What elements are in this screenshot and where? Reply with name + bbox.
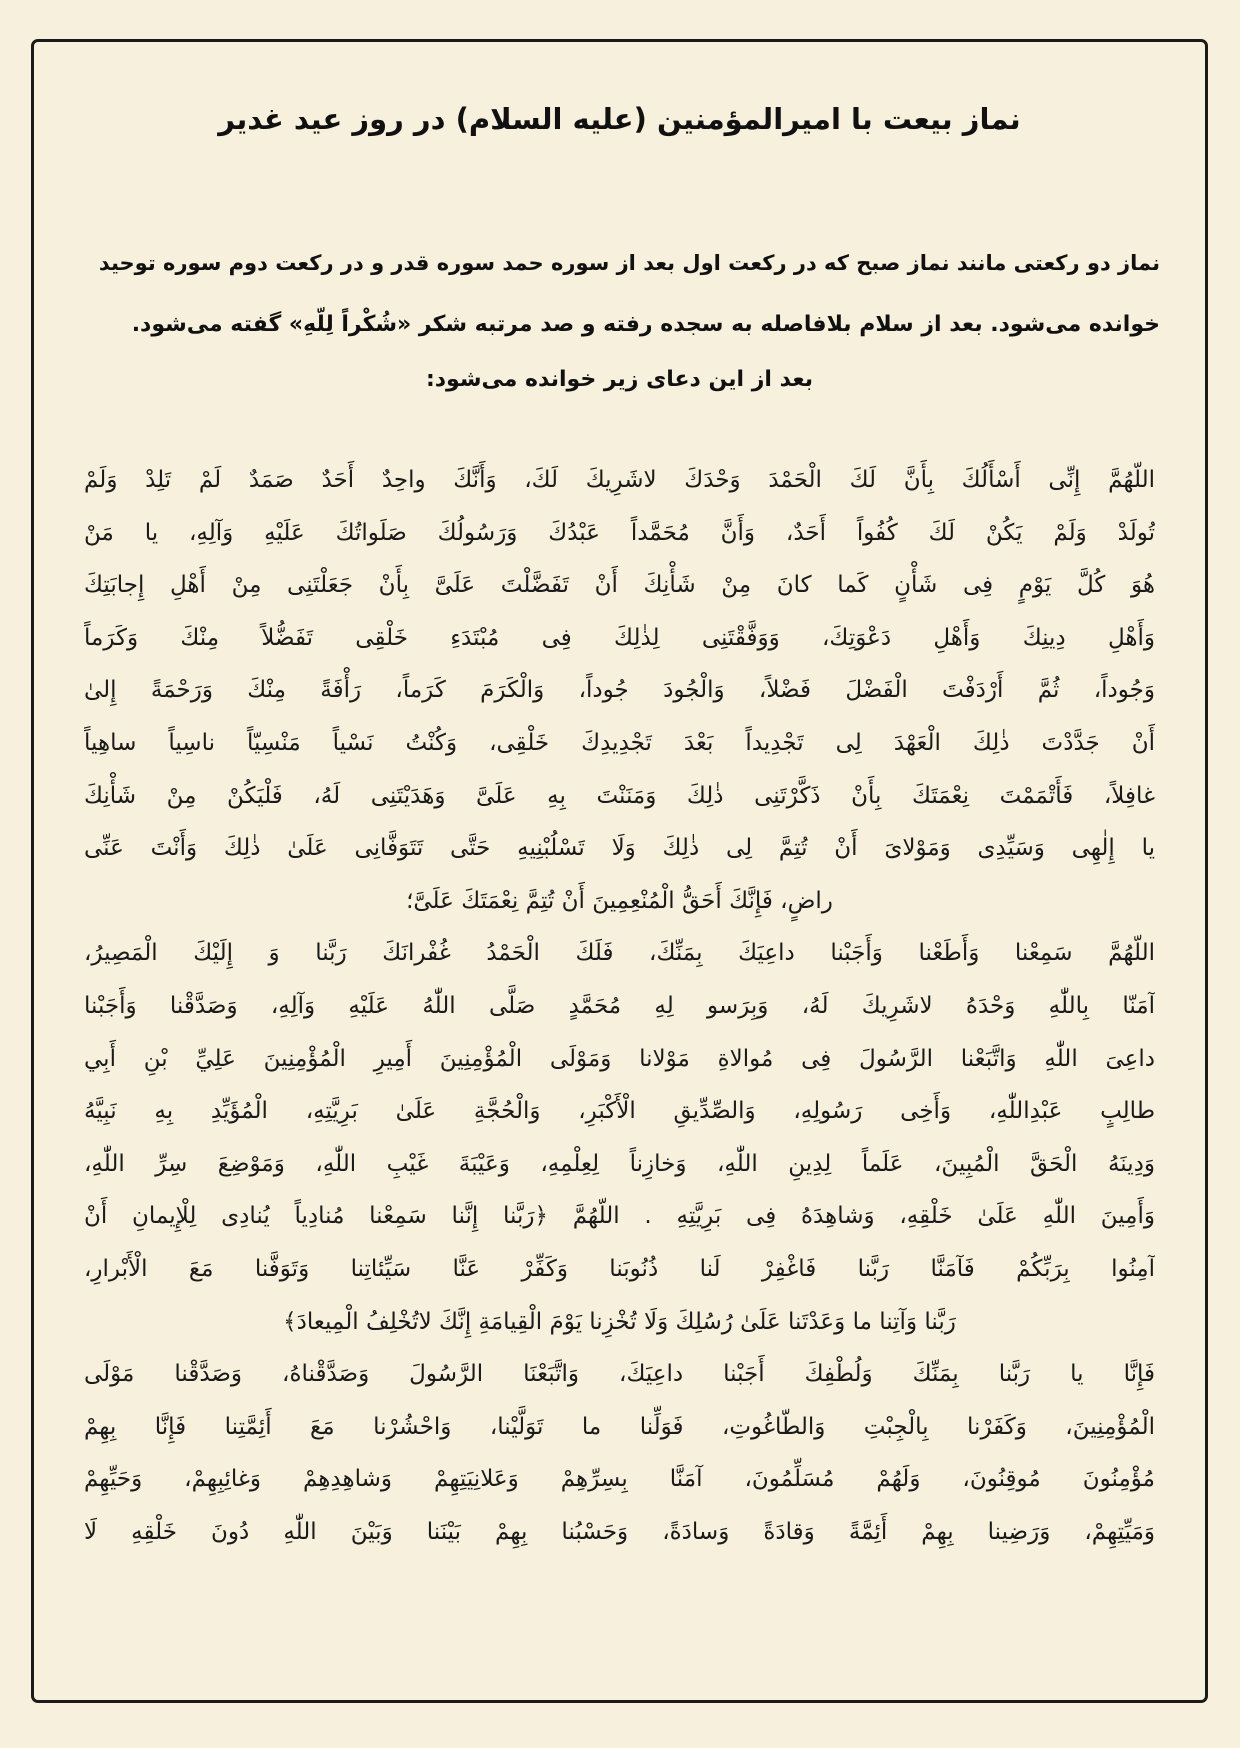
prayer-line: اللّهُمَّ إِنِّى أَسْأَلُكَ بِأَنَّ لَكَ الْحَمْدَ وَحْدَكَ لاشَرِيكَ لَكَ، وَأَنَّكَ واحِدٌ أَحَدٌ صَمَدٌ لَمْ تَلِدْ وَلَمْ [84,467,1155,493]
prayer-line: مُؤْمِنُونَ مُوقِنُونَ، وَلَهُمْ مُسَلِّمُونَ، آمَنَّا بِسِرِّهِمْ وَعَلانِيَتِهِمْ وَشاهِدِهِمْ وَغائِبِهِمْ، وَحَيِّهِمْ [84,1466,1155,1493]
prayer-line: آمِنُوا بِرَبِّكُمْ فَآمَنَّا رَبَّنا فَاغْفِرْ لَنا ذُنُوبَنا وَكَفِّرْ عَنَّا سَيِّئاتِنا وَتَوَفَّنا مَعَ الْأَبْرارِ، [84,1255,1155,1282]
prayer-line: تُولَدْ وَلَمْ يَكُنْ لَكَ كُفُواً أَحَدٌ، وَأَنَّ مُحَمَّداً عَبْدُكَ وَرَسُولُكَ صَلَواتُكَ عَلَيْهِ وَآلِهِ، يا مَنْ [84,519,1155,546]
prayer-line: طالِبٍ عَبْدِاللّٰهِ، وَأَخِى رَسُولِهِ، وَالصِّدِّيقِ الْأَكْبَرِ، وَالْحُجَّةِ عَلَىٰ بَرِيَّتِهِ، الْمُؤَيِّدِ بِهِ نَبِيَّهُ [84,1098,1155,1125]
document-frame [31,39,1208,1703]
prayer-line: وَأَهْلِ دِينِكَ وَأَهْلِ دَعْوَتِكَ، وَوَفَّقْتَنِى لِذٰلِكَ فِى مُبْتَدَءِ خَلْقِى تَفَضُّلاً مِنْكَ وَكَرَماً [84,624,1155,651]
prayer-line: وَجُوداً، ثُمَّ أَرْدَفْتَ الْفَضْلَ فَضْلاً، وَالْجُودَ جُوداً، وَالْكَرَمَ كَرَماً، رَأْفَةً مِنْكَ وَرَحْمَةً إِلىٰ [84,677,1155,704]
prayer-line: أَنْ جَدَّدْتَ ذٰلِكَ الْعَهْدَ لِى تَجْدِيداً بَعْدَ تَجْدِيدِكَ خَلْقِى، وَكُنْتُ نَسْياً مَنْسِيّاً ناسِياً ساهِياً [84,729,1155,756]
prayer-line: الْمُؤْمِنِينَ، وَكَفَرْنا بِالْجِبْتِ وَالطّاغُوتِ، فَوَلِّنا ما تَوَلَّيْنا، وَاحْشُرْنا مَعَ أَئِمَّتِنا فَإِنَّا بِهِمْ [84,1413,1155,1440]
intro-paragraph [79,232,1160,356]
prayer-line: هُوَ كُلَّ يَوْمٍ فِى شَأْنٍ كَما كانَ مِنْ شَأْنِكَ أَنْ تَفَضَّلْتَ عَلَىَّ بِأَنْ جَعَلْتَنِى مِنْ أَهْلِ إِجابَتِكَ [84,572,1155,599]
prayer-line: داعِىَ اللّٰهِ وَاتَّبَعْنا الرَّسُولَ فِى مُوالاةِ مَوْلانا وَمَوْلَى الْمُؤْمِنِينَ أَمِيرِ الْمُؤْمِنِينَ عَلِيِّ بْنِ أَبِي [84,1045,1155,1072]
prayer-line: غافِلاً، فَأَتْمَمْتَ نِعْمَتَكَ بِأَنْ ذَكَّرْتَنِى ذٰلِكَ وَمَنَنْتَ بِهِ عَلَىَّ وَهَدَيْتَنِى لَهُ، فَلْيَكُنْ مِنْ شَأْنِكَ [84,782,1155,809]
prayer-line: وَمَيِّتِهِمْ، وَرَضِينا بِهِمْ أَئِمَّةً وَقادَةً وَسادَةً، وَحَسْبُنا بِهِمْ بَيْنَنا وَبَيْنَ اللّٰهِ دُونَ خَلْقِهِ لَا [84,1518,1155,1545]
intro-line: نماز دو رکعتی مانند نماز صبح که در رکعت اول بعد از سوره حمد سوره قدر و در رکعت دوم سوره توحید [98,251,1160,275]
prayer-line: فَإِنَّا يا رَبَّنا بِمَنِّكَ وَلُطْفِكَ أَجَبْنا داعِيَكَ، وَاتَّبَعْنَا الرَّسُولَ وَصَدَّقْناهُ، وَصَدَّقْنا مَوْلَى [84,1361,1155,1388]
intro-line: خوانده می‌شود. بعد از سلام بلافاصله به سجده رفته و صد مرتبه شکر «شُكْراً لِلّهِ» گفته می‌شود. [131,312,1160,337]
prayer-line: وَدِينَهُ الْحَقَّ الْمُبِينَ، عَلَماً لِدِينِ اللّٰهِ، وَخازِناً لِعِلْمِهِ، وَعَيْبَةَ غَيْبِ اللّٰهِ، وَمَوْضِعَ سِرِّ اللّٰهِ، [84,1150,1155,1177]
page-title: نماز بیعت با امیرالمؤمنین (علیه السلام) در روز عید غدیر [218,102,1021,136]
prayer-line: يا إِلٰهِى وَسَيِّدِى وَمَوْلاىَ أَنْ تُتِمَّ لِى ذٰلِكَ وَلَا تَسْلُبْنِيهِ حَتَّى تَتَوَفَّانِى عَلَىٰ ذٰلِكَ وَأَنْتَ عَنِّى [84,835,1155,862]
prayer-line: راضٍ، فَإِنَّكَ أَحَقُّ الْمُنْعِمِينَ أَنْ تُتِمَّ نِعْمَتَكَ عَلَىَّ؛ [406,887,833,914]
prayer-line: رَبَّنا وَآتِنا ما وَعَدْتَنا عَلَىٰ رُسُلِكَ وَلَا تُخْزِنا يَوْمَ الْقِيامَةِ إِنَّكَ لاتُخْلِفُ الْمِيعادَ﴾ [283,1308,956,1335]
prayer-line: اللّهُمَّ سَمِعْنا وَأَطَعْنا وَأَجَبْنا داعِيَكَ بِمَنِّكَ، فَلَكَ الْحَمْدُ غُفْرانَكَ رَبَّنا وَ إِلَيْكَ الْمَصِيرُ، [84,940,1155,967]
prayer-line: وَأَمِينَ اللّٰهِ عَلَىٰ خَلْقِهِ، وَشاهِدَهُ فِى بَرِيَّتِهِ . اللّهُمَّ ﴿رَبَّنا إِنَّنا سَمِعْنا مُنادِياً يُنادِى لِلْإِيمانِ أَنْ [84,1203,1155,1230]
prayer-subheading: بعد از این دعای زیر خوانده می‌شود: [425,367,814,392]
prayer-text [84,454,1155,1558]
prayer-line: آمَنّا بِاللّٰهِ وَحْدَهُ لاشَرِيكَ لَهُ، وَبِرَسو لِهِ مُحَمَّدٍ صَلَّى اللّٰهُ عَلَيْهِ وَآلِهِ، وَصَدَّقْنا وَأَجَبْنا [84,992,1155,1019]
